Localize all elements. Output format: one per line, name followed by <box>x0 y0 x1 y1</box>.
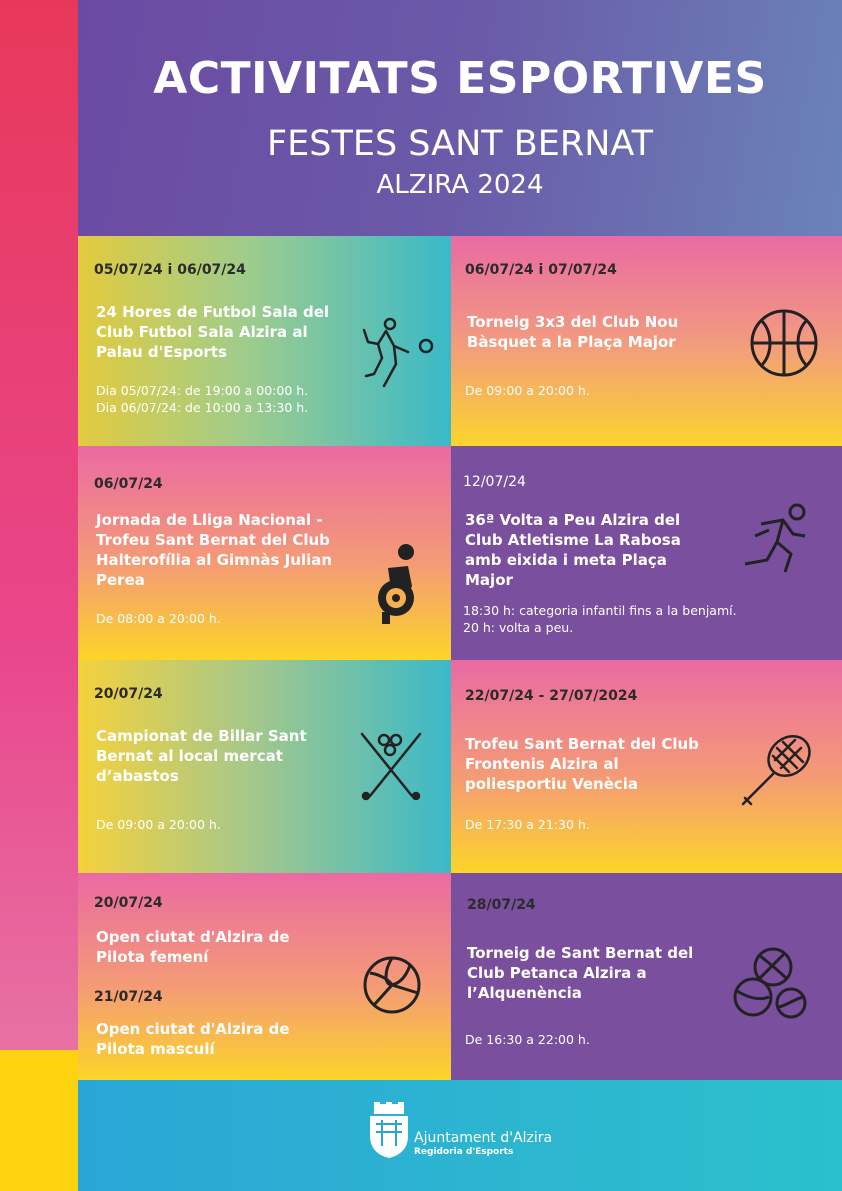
volleyball-icon <box>362 955 422 1015</box>
event-time: Dia 05/07/24: de 19:00 a 00:00 h. Dia 06/07/24: de 10:00 a 13:30 h. <box>96 383 309 415</box>
event-card-volta-a-peu <box>451 446 842 660</box>
event-date: 12/07/24 <box>463 474 526 490</box>
event-time: De 09:00 a 20:00 h. <box>96 817 221 832</box>
weightlifter-icon <box>368 542 428 626</box>
petanque-balls-icon <box>731 945 811 1025</box>
event-title: 24 Hores de Futbol Sala del Club Futbol Sala Alzira al Palau d'Esports <box>96 303 330 361</box>
event-title: Open ciutat d'Alzira de Pilota femení <box>96 928 290 966</box>
basketball-icon <box>749 308 819 378</box>
poster-subtitle: FESTES SANT BERNAT <box>266 124 654 164</box>
event-title: 36ª Volta a Peu Alzira del Club Atletisme La Rabosa amb eixida i meta Plaça Major <box>465 511 681 589</box>
organization-name: Ajuntament d'Alzira <box>414 1130 553 1146</box>
event-card-pilota <box>78 873 451 1080</box>
event-date: 06/07/24 <box>94 476 163 492</box>
organization-department: Regidoria d'Esports <box>414 1147 514 1157</box>
event-date: 20/07/24 <box>94 686 163 702</box>
event-card-billar <box>78 660 451 873</box>
event-time: De 09:00 a 20:00 h. <box>465 383 590 398</box>
event-date: 28/07/24 <box>467 897 536 913</box>
left-decorative-strip-yellow <box>0 1050 78 1191</box>
event-card-halterofilia <box>78 446 451 660</box>
event-time: De 16:30 a 22:00 h. <box>465 1032 590 1047</box>
event-title: Torneig 3x3 del Club Nou Bàsquet a la Plaça Major <box>467 313 679 351</box>
event-title: Trofeu Sant Bernat del Club Frontenis Alzira al poliesportiu Venècia <box>465 735 699 793</box>
poster-title: ACTIVITATS ESPORTIVES <box>153 53 767 104</box>
event-date-second: 21/07/24 <box>94 989 163 1005</box>
event-time: De 17:30 a 21:30 h. <box>465 817 590 832</box>
event-title: Torneig de Sant Bernat del Club Petanca Alzira a l’Alquenència <box>467 944 694 1002</box>
event-card-basquet <box>451 236 842 446</box>
event-date: 05/07/24 i 06/07/24 <box>94 262 246 278</box>
poster-year: ALZIRA 2024 <box>376 170 544 200</box>
event-time: 18:30 h: categoria infantil fins a la benjamí. 20 h: volta a peu. <box>463 603 737 635</box>
event-date: 22/07/24 - 27/07/2024 <box>465 688 638 704</box>
tennis-racket-icon <box>733 728 819 814</box>
billiards-icon <box>356 728 426 804</box>
event-title: Campionat de Billar Sant Bernat al local mercat d’abastos <box>96 727 307 785</box>
event-card-frontenis <box>451 660 842 873</box>
runner-icon <box>739 502 813 576</box>
event-date: 20/07/24 <box>94 895 163 911</box>
football-player-icon <box>356 316 436 396</box>
event-date: 06/07/24 i 07/07/24 <box>465 262 617 278</box>
poster-header <box>78 0 842 236</box>
event-card-petanca <box>451 873 842 1080</box>
event-time: De 08:00 a 20:00 h. <box>96 611 221 626</box>
event-card-futbol-sala <box>78 236 451 446</box>
left-decorative-strip <box>0 0 78 1191</box>
city-crest-icon <box>368 1102 410 1160</box>
event-title: Jornada de Lliga Nacional - Trofeu Sant Bernat del Club Halterofília al Gimnàs Julian Perea <box>96 511 333 589</box>
event-title-second: Open ciutat d'Alzira de Pilota masculí <box>96 1020 290 1058</box>
